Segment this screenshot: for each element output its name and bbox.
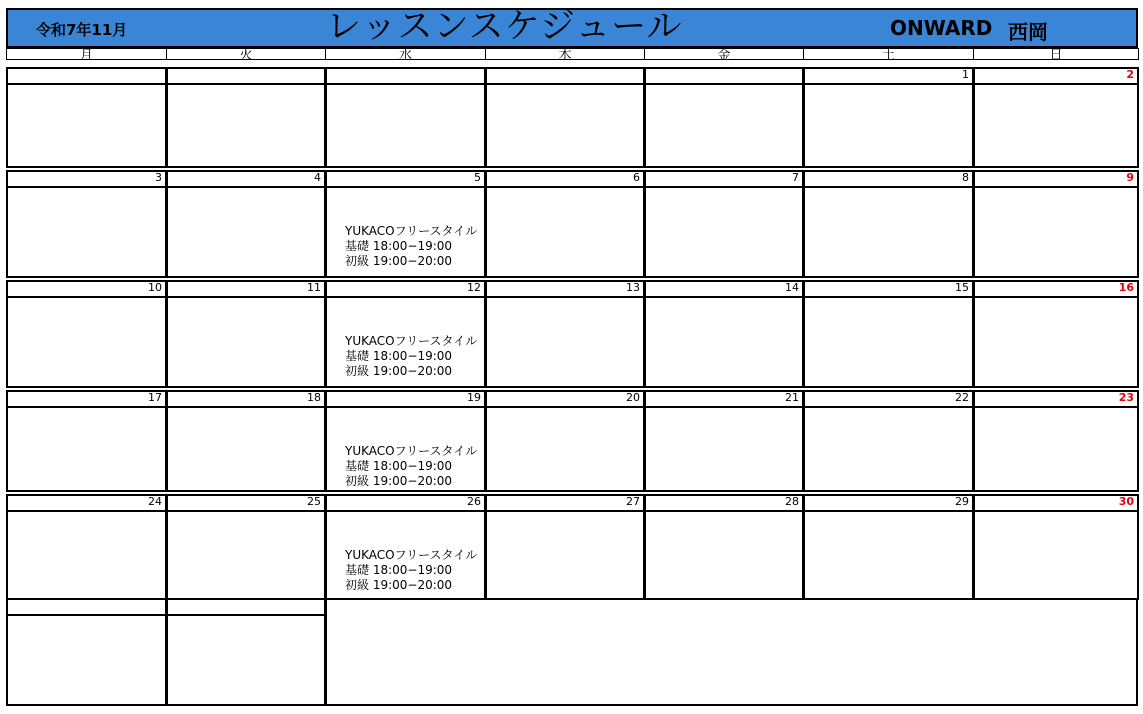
day-cell[interactable] — [6, 186, 167, 278]
brand-label: ONWARD — [890, 16, 993, 40]
day-cell[interactable] — [485, 406, 645, 492]
day-cell[interactable] — [166, 296, 326, 388]
weekday-header: 土 — [803, 48, 974, 60]
date-cell: 24 — [6, 494, 167, 512]
date-cell: 20 — [485, 390, 645, 408]
date-cell: 10 — [6, 280, 167, 298]
date-cell: 1 — [803, 67, 974, 85]
weekday-header: 月 — [6, 48, 167, 60]
date-cell: 27 — [485, 494, 645, 512]
date-cell: 6 — [485, 170, 645, 188]
lesson-line2: 基礎 18:00−19:00 — [345, 349, 453, 363]
date-cell: 15 — [803, 280, 974, 298]
date-cell: 13 — [485, 280, 645, 298]
date-cell: 18 — [166, 390, 326, 408]
lesson-line3: 初級 19:00−20:00 — [345, 578, 453, 592]
date-cell: 5 — [325, 170, 486, 188]
weekday-header: 金 — [644, 48, 804, 60]
day-cell[interactable] — [485, 510, 645, 600]
day-cell[interactable] — [166, 510, 326, 600]
date-cell: 22 — [803, 390, 974, 408]
lesson-line3: 初級 19:00−20:00 — [345, 364, 453, 378]
date-cell: 17 — [6, 390, 167, 408]
lesson-line3: 初級 19:00−20:00 — [345, 254, 453, 268]
day-cell[interactable] — [166, 83, 326, 168]
calendar-grid — [6, 48, 1138, 706]
date-cell: 25 — [166, 494, 326, 512]
date-cell: 12 — [325, 280, 486, 298]
day-cell[interactable] — [325, 510, 486, 600]
day-cell[interactable] — [6, 406, 167, 492]
day-cell[interactable] — [973, 186, 1139, 278]
lesson-line3: 初級 19:00−20:00 — [345, 474, 453, 488]
lesson-entry — [345, 548, 477, 593]
day-cell[interactable] — [485, 83, 645, 168]
day-cell[interactable] — [803, 510, 974, 600]
day-cell[interactable] — [325, 296, 486, 388]
date-cell: 4 — [166, 170, 326, 188]
date-cell: 3 — [6, 170, 167, 188]
date-cell: 30 — [973, 494, 1139, 512]
lesson-entry — [345, 444, 477, 489]
date-cell: 19 — [325, 390, 486, 408]
day-cell[interactable] — [644, 406, 804, 492]
page-title: レッスンスケジュール — [326, 7, 683, 47]
notes-area — [325, 598, 1138, 706]
date-cell: 16 — [973, 280, 1139, 298]
day-cell[interactable] — [485, 186, 645, 278]
date-cell: 14 — [644, 280, 804, 298]
date-cell: 28 — [644, 494, 804, 512]
weekday-header: 火 — [166, 48, 326, 60]
weekday-header: 日 — [973, 48, 1139, 60]
day-cell[interactable] — [485, 296, 645, 388]
lesson-line2: 基礎 18:00−19:00 — [345, 239, 453, 253]
instructor-name: 西岡 — [1008, 20, 1048, 44]
day-cell[interactable] — [803, 406, 974, 492]
day-cell[interactable] — [166, 186, 326, 278]
weekday-header: 水 — [325, 48, 486, 60]
date-cell: 9 — [973, 170, 1139, 188]
era-month-label: 令和7年11月 — [36, 21, 128, 39]
date-cell: 8 — [803, 170, 974, 188]
day-cell[interactable] — [973, 83, 1139, 168]
lesson-line1: YUKACOフリースタイル — [345, 444, 478, 458]
lesson-entry — [345, 224, 477, 269]
day-cell[interactable] — [973, 296, 1139, 388]
day-cell[interactable] — [973, 406, 1139, 492]
date-cell: 2 — [973, 67, 1139, 85]
day-cell[interactable] — [644, 83, 804, 168]
header-bar — [6, 8, 1138, 48]
date-cell: 11 — [166, 280, 326, 298]
day-cell[interactable] — [644, 186, 804, 278]
day-cell[interactable] — [6, 296, 167, 388]
day-cell[interactable] — [6, 510, 167, 600]
day-cell[interactable] — [644, 510, 804, 600]
day-cell[interactable] — [803, 186, 974, 278]
day-cell[interactable] — [973, 510, 1139, 600]
day-cell[interactable] — [325, 186, 486, 278]
day-cell[interactable] — [644, 296, 804, 388]
date-cell: 29 — [803, 494, 974, 512]
day-cell[interactable] — [6, 83, 167, 168]
lesson-line2: 基礎 18:00−19:00 — [345, 563, 453, 577]
schedule-sheet — [6, 8, 1138, 706]
lesson-line1: YUKACOフリースタイル — [345, 548, 478, 562]
day-cell[interactable] — [166, 406, 326, 492]
day-cell[interactable] — [325, 83, 486, 168]
date-cell: 21 — [644, 390, 804, 408]
date-cell: 26 — [325, 494, 486, 512]
weekday-header: 木 — [485, 48, 645, 60]
lesson-line1: YUKACOフリースタイル — [345, 224, 478, 238]
blank-day-cell[interactable] — [6, 614, 167, 706]
day-cell[interactable] — [803, 83, 974, 168]
blank-day-cell[interactable] — [166, 614, 326, 706]
lesson-line1: YUKACOフリースタイル — [345, 334, 478, 348]
day-cell[interactable] — [325, 406, 486, 492]
day-cell[interactable] — [803, 296, 974, 388]
lesson-entry — [345, 334, 477, 379]
date-cell: 7 — [644, 170, 804, 188]
lesson-line2: 基礎 18:00−19:00 — [345, 459, 453, 473]
date-cell: 23 — [973, 390, 1139, 408]
